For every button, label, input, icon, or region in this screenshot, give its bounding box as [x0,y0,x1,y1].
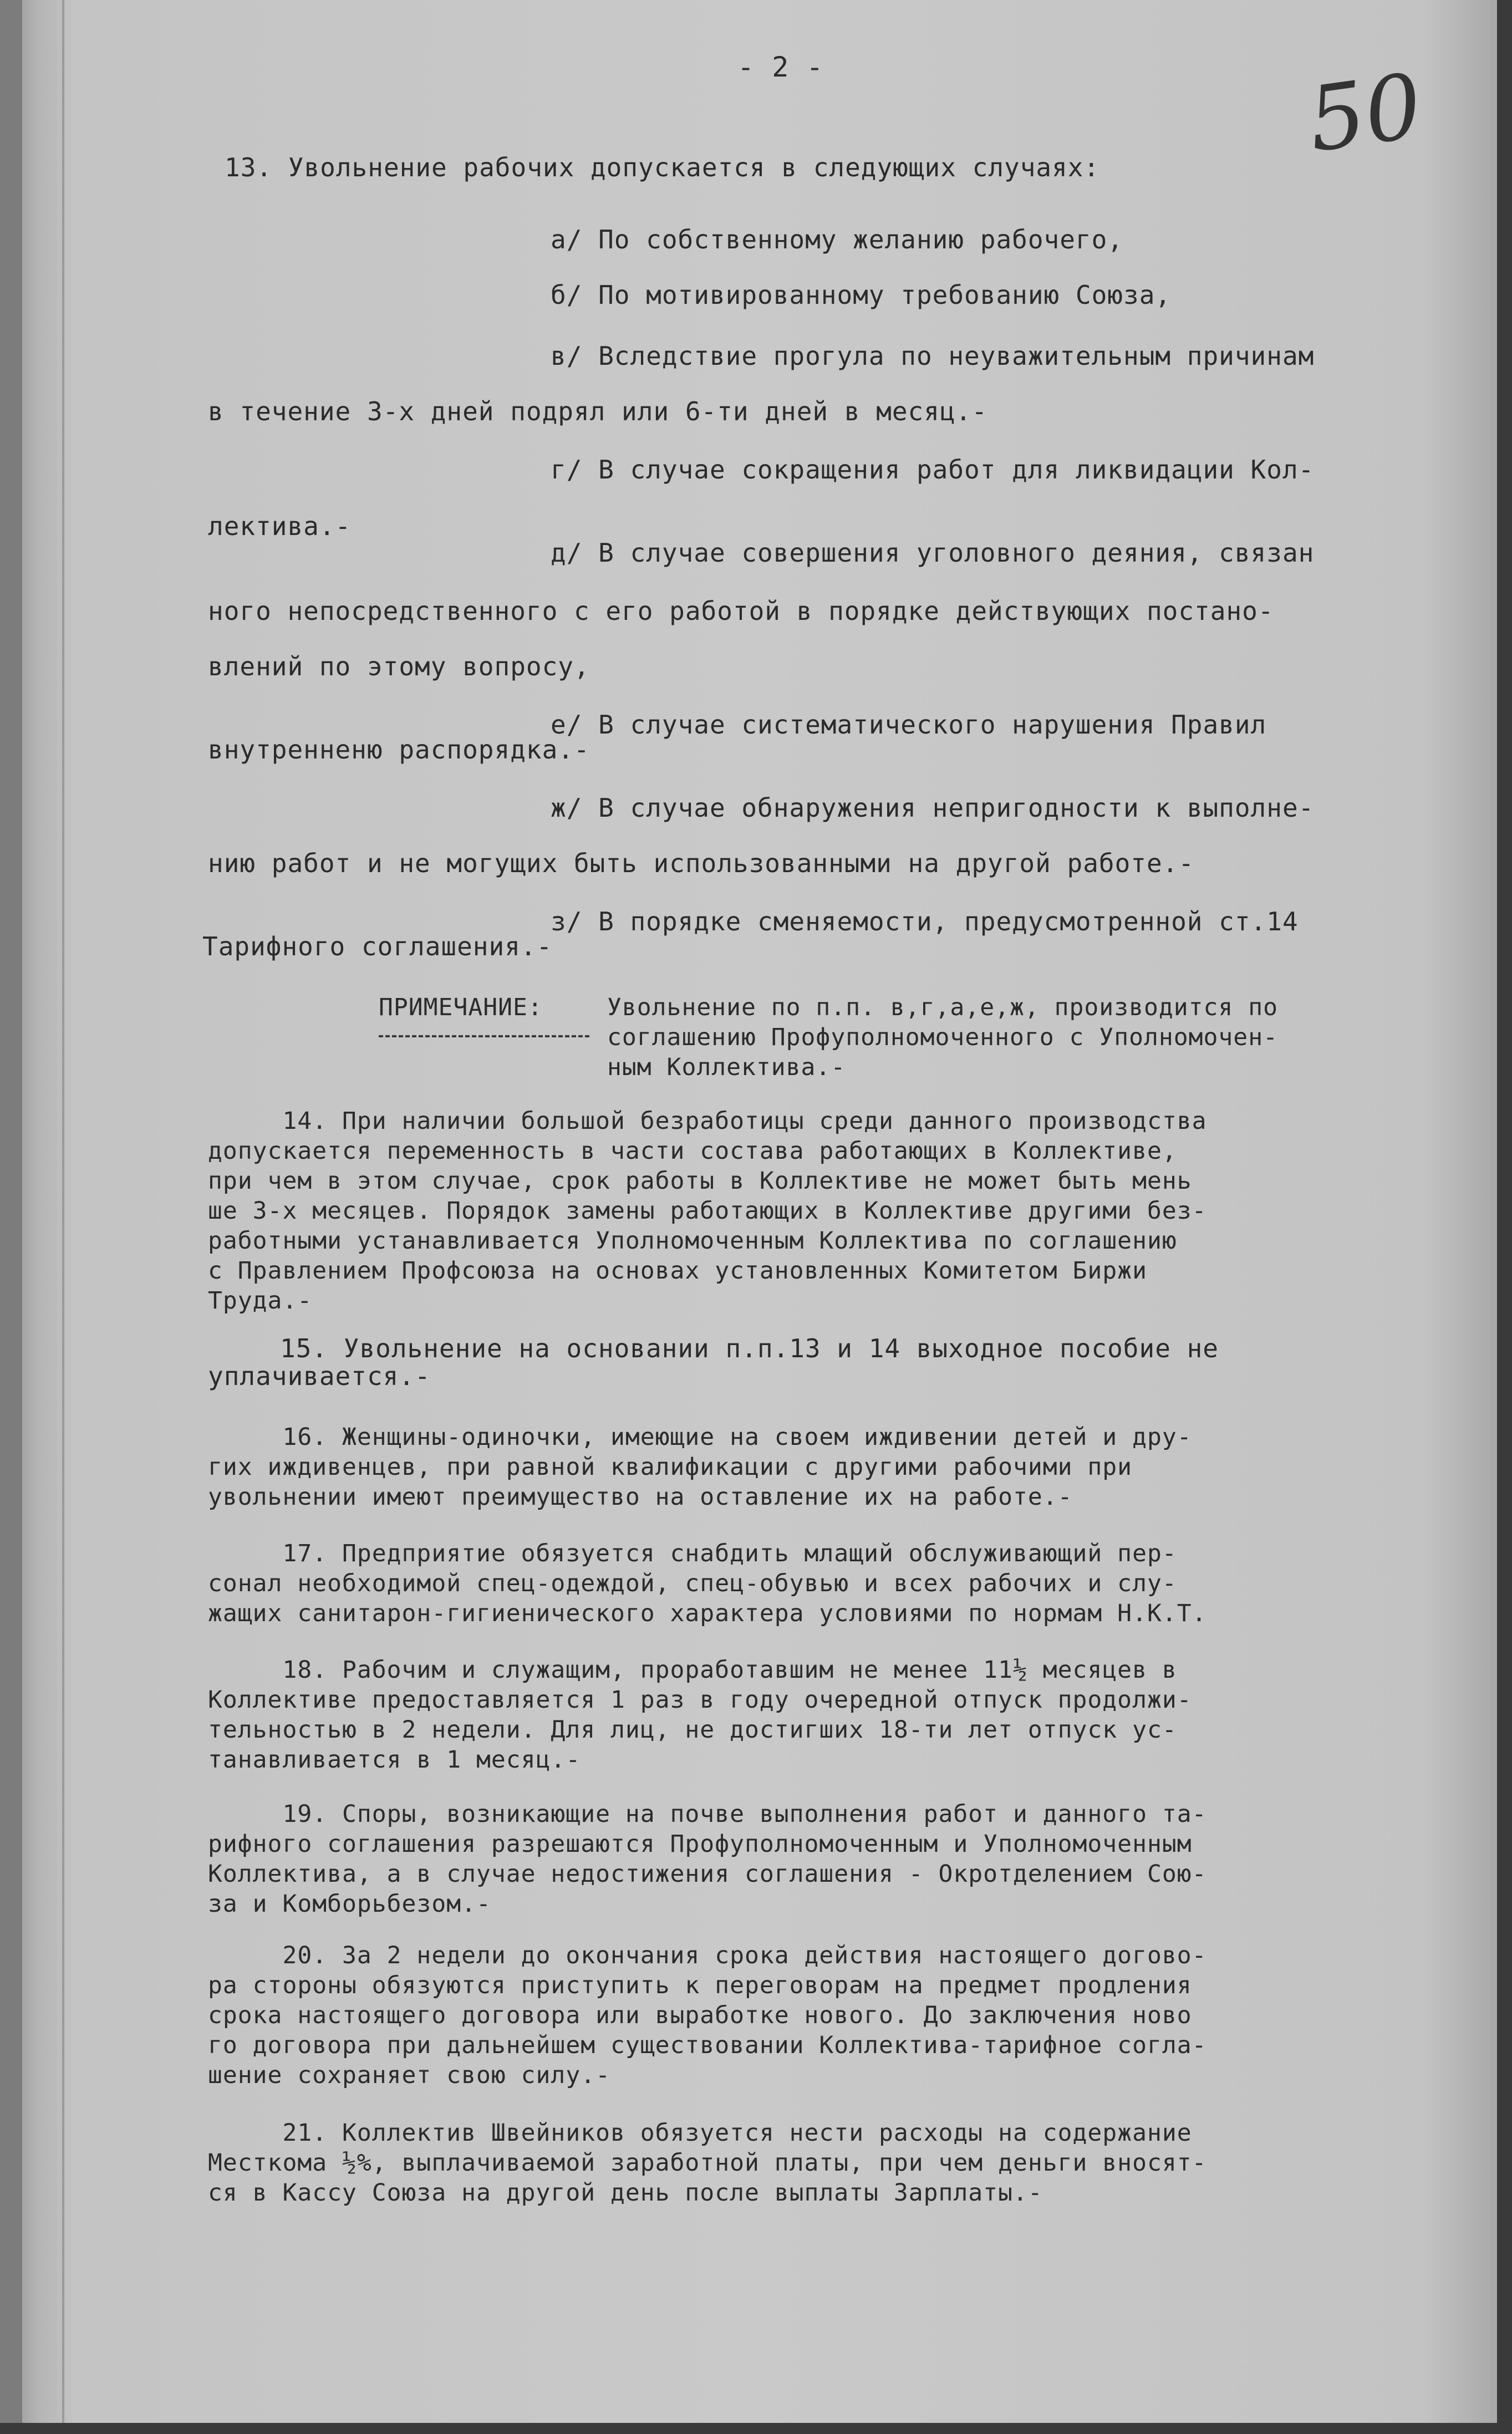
handwritten-sheet-number: 50 [1301,53,1428,172]
item-13-g-line1: г/ В случае сокращения работ для ликвидации Кол- [551,455,1315,485]
item-13-v-line2: в течение 3-х дней подрял или 6-ти дней в месяц.- [208,396,988,426]
note-label: ПРИМЕЧАНИЕ: [379,994,543,1021]
item-13-v-line1: в/ Вследствие прогула по неуважительным причинам [551,341,1315,371]
page-edge-shadow [0,0,22,2423]
item-13-d-line3: влений по этому вопросу, [208,651,590,681]
page-margin-fold [62,0,64,2423]
item-13-z-line1: з/ В порядке сменяемости, предусмотренной ст.14 [551,907,1299,936]
item-15-line2: уплачивается.- [208,1361,431,1391]
item-13-zh-line2: нию работ и не могущих быть использованными на другой работе.- [208,848,1195,878]
item-13-d-line1: д/ В случае совершения уголовного деяния, связан [551,538,1315,568]
note-text: Увольнение по п.п. в,г,а,е,ж, производится по соглашению Профуполномоченного с Уполномочен- ным Коллектива.- [607,994,1278,1081]
item-17: 17. Предприятие обязуется снабдить млащий обслуживающий пер- сонал необходимой спец-одеждой, спец-обувью и всех рабочих и слу- жащих санитарон-гигиенического характера условиями по нормам Н.К.Т. [208,1540,1207,1627]
item-15-line1: 15. Увольнение на основании п.п.13 и 14 выходное пособие не [280,1333,1219,1363]
page-number: - 2 - [737,51,824,83]
item-21: 21. Коллектив Швейников обязуется нести расходы на содержание Месткома ½%, выплачиваемой заработной платы, при чем деньги вносят- ся в Кассу Союза на другой день после выплаты Зарплаты.- [208,2119,1207,2207]
item-13-e-line2: внутренненю распорядка.- [208,735,590,765]
item-13-d-line2: ного непосредственного с его работой в порядке действующих постано- [208,596,1274,626]
item-13-zh-line1: ж/ В случае обнаружения непригодности к выполне- [551,793,1315,823]
note-label-underline [379,1035,589,1037]
item-14: 14. При наличии большой безработицы среди данного производства допускается переменность в части состава работающих в Коллективе, при чем в этом случае, срок работы в Коллективе не может быть мень ше 3-х месяцев. Порядок замены работающих в Коллективе другими без- работными устанавливается Уполномоченным Коллектива по соглашению с Правлением Профсоюза на основах установленных Комитетом Биржи Труда.- [208,1107,1207,1315]
item-13-a: а/ По собственному желанию рабочего, [551,225,1123,254]
item-20: 20. За 2 недели до окончания срока действия настоящего догово- ра стороны обязуются приступить к переговорам на предмет продления срока настоящего договора или выработке нового. До заключения ново го договора при дальнейшем существовании Коллектива-тарифное согла- шение сохраняет свою силу.- [208,1942,1207,2089]
item-13-z-line2: Тарифного соглашения.- [202,931,553,961]
item-19: 19. Споры, возникающие на почве выполнения работ и данного та- рифного соглашения разрешаются Профуполномоченным и Уполномоченным Коллектива, а в случае недостижения соглашения - Окротделением Сою- за и Комборьбезом.- [208,1800,1207,1918]
item-16: 16. Женщины-одиночки, имеющие на своем иждивении детей и дру- гих иждивенцев, при равной квалификации с другими рабочими при увольнении имеют преимущество на оставление их на работе.- [208,1423,1192,1511]
item-13-heading: 13. Увольнение рабочих допускается в следующих случаях: [225,152,1100,182]
item-13-b: б/ По мотивированному требованию Союза, [551,280,1172,310]
item-13-e-line1: е/ В случае систематического нарушения Правил [551,710,1267,740]
item-18: 18. Рабочим и служащим, проработавшим не менее 11½ месяцев в Коллективе предоставляется 1 раз в году очередной отпуск продолжи- тельностью в 2 недели. Для лиц, не достигших 18-ти лет отпуск ус- танавливается в 1 месяц.- [208,1656,1192,1774]
item-13-g-line2: лектива.- [208,511,352,541]
